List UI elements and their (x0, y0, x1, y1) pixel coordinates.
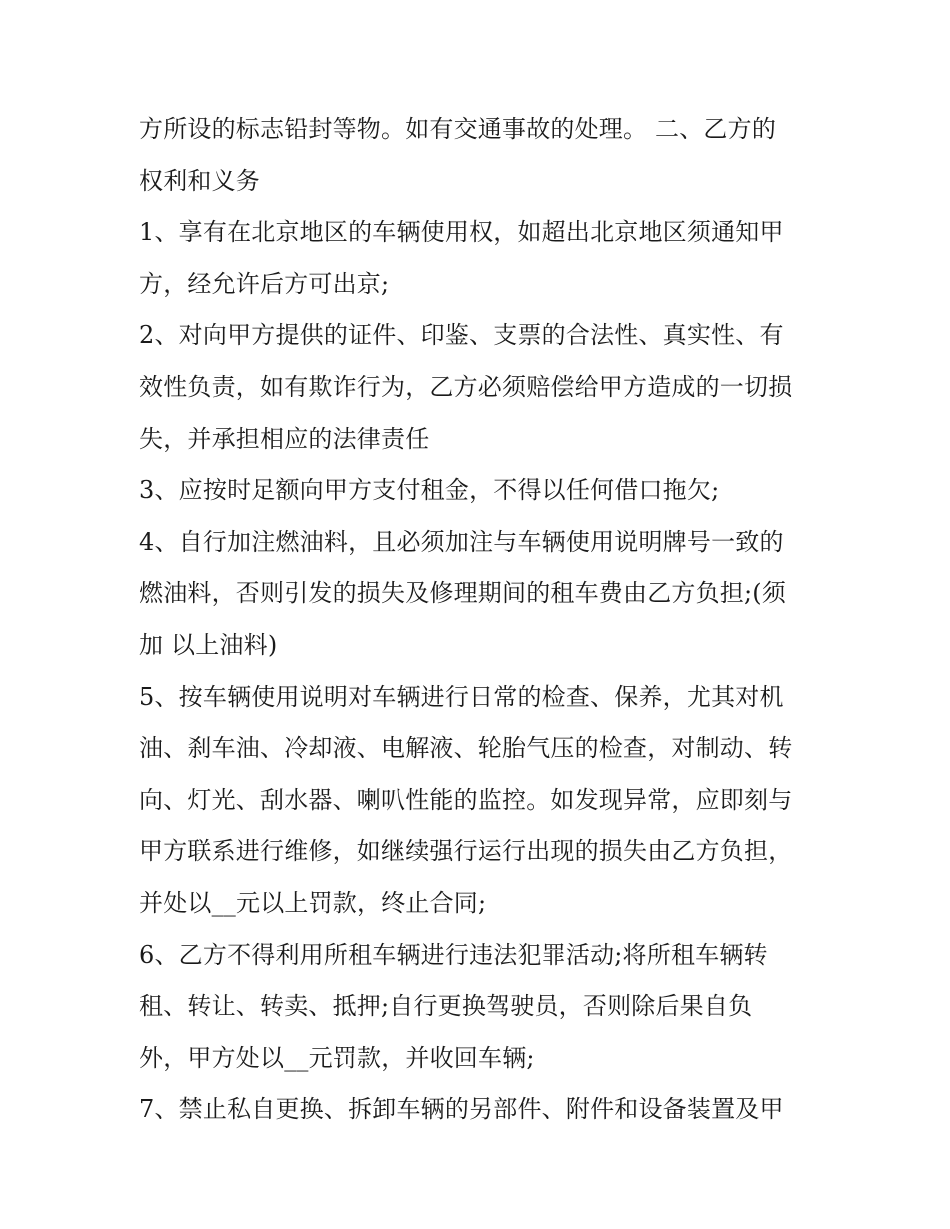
text-line: 方，经允许后方可出京; (139, 269, 390, 298)
text-line: 向、灯光、刮水器、喇叭性能的监控。如发现异常，应即刻与 (139, 785, 793, 814)
text-line: 外，甲方处以__元罚款，并收回车辆; (139, 1043, 535, 1072)
text-line: 6、乙方不得利用所租车辆进行违法犯罪活动;将所租车辆转 (139, 940, 768, 969)
text-line: 5、按车辆使用说明对车辆进行日常的检查、保养，尤其对机 (139, 682, 784, 711)
text-line: 效性负责，如有欺诈行为，乙方必须赔偿给甲方造成的一切损 (139, 372, 793, 401)
text-line: 失，并承担相应的法律责任 (139, 424, 430, 453)
text-line: 方所设的标志铅封等物。如有交通事故的处理。 二、乙方的 (139, 115, 777, 143)
text-line: 1、享有在北京地区的车辆使用权，如超出北京地区须通知甲 (139, 218, 784, 247)
text-line: 权利和义务 (139, 166, 260, 195)
text-line: 3、应按时足额向甲方支付租金，不得以任何借口拖欠; (139, 476, 720, 505)
text-line: 燃油料，否则引发的损失及修理期间的租车费由乙方负担;(须 (139, 579, 787, 608)
text-line: 4、自行加注燃油料，且必须加注与车辆使用说明牌号一致的 (139, 527, 784, 556)
text-line: 甲方联系进行维修，如继续强行运行出现的损失由乙方负担， (139, 837, 793, 866)
text-line: 7、禁止私自更换、拆卸车辆的另部件、附件和设备装置及甲 (139, 1095, 784, 1124)
text-line: 油、刹车油、冷却液、电解液、轮胎气压的检查，对制动、转 (139, 734, 793, 763)
text-line: 租、转让、转卖、抵押;自行更换驾驶员，否则除后果自负 (139, 992, 753, 1021)
text-line: 并处以__元以上罚款，终止合同; (139, 888, 487, 917)
text-line: 加 以上油料) (139, 630, 278, 659)
document-body (139, 104, 829, 1136)
text-line: 2、对向甲方提供的证件、印鉴、支票的合法性、真实性、有 (139, 321, 784, 350)
